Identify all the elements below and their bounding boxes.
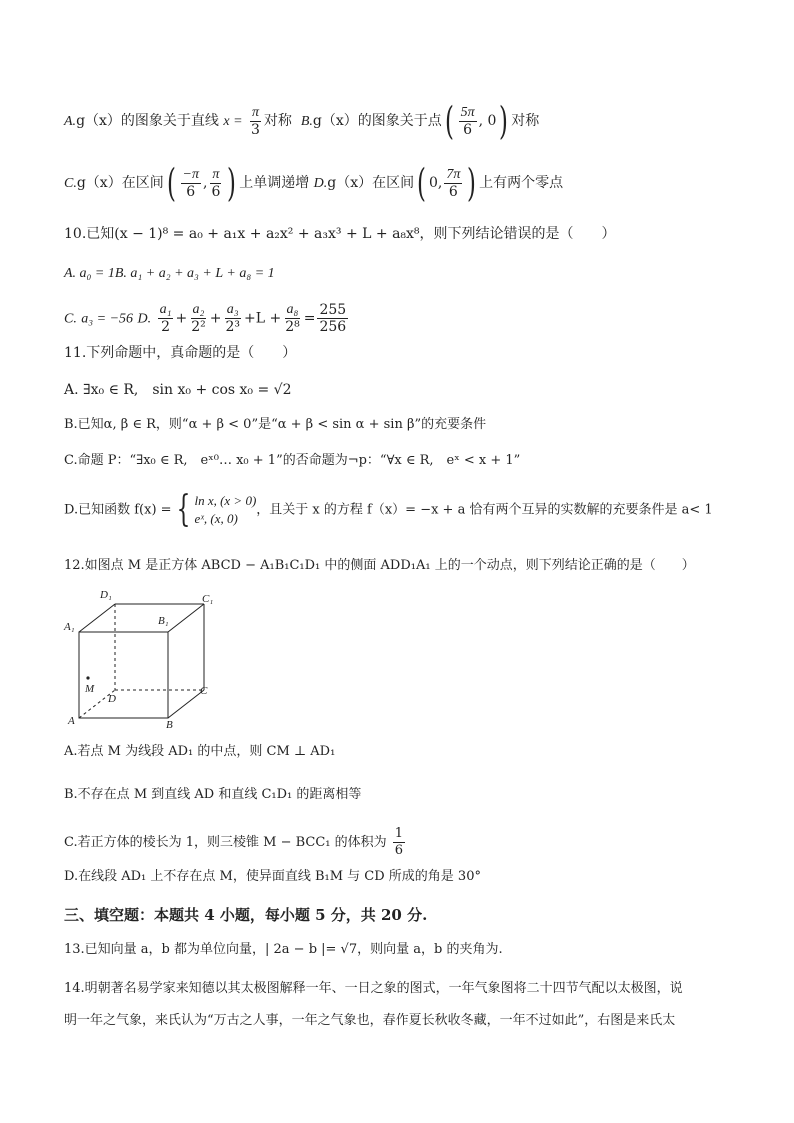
q12-c-text: C.若正方体的棱长为 1，则三棱锥 M − BCC₁ 的体积为: [64, 835, 387, 850]
q10-d-frac-3: $\frac{\text{a₃}}{\text{2³}}$: [225, 302, 240, 335]
left-paren: (: [444, 99, 454, 143]
q9-a-label: A.: [64, 114, 77, 129]
q14-line-1: 14.明朝著名易学家来知德以其太极图解释一年、一日之象的图式，一年气象图将二十四节气配以太极图，说: [64, 981, 683, 996]
q10-c-label: C.: [64, 311, 77, 327]
label-b: B: [166, 719, 173, 731]
q10-d-label: D.: [137, 311, 152, 327]
q11-d-prefix: D.已知函数 f(x) =: [64, 502, 172, 518]
q10-d-mid: +L +: [244, 310, 282, 327]
q10-c-text: a₃ = −56: [81, 311, 134, 327]
label-c: C: [200, 685, 208, 697]
q10-d-eq: =: [303, 310, 316, 327]
left-paren: (: [417, 161, 427, 205]
q13-text: 13.已知向量 a，b 都为单位向量，| 2a − b |= √7，则向量 a，b 的夹角为.: [64, 942, 503, 957]
q9-a-text-2: 对称: [263, 113, 292, 129]
q10-options-cd: C. a₃ = −56 D. $\frac{\text{a₁}}{2}$ + $\frac{\text{a₂}}{\text{2²}}$ + $\frac{\text{a₃}}{\text{2³}}$ +L + $\frac{\text{a₈}}{\text{2⁸}}$ = $\frac{255}{256}$: [64, 302, 347, 335]
q9-c-text-2: 上单调递增: [239, 175, 310, 191]
q10-d-frac-4: $\frac{\text{a₈}}{\text{2⁸}}$: [285, 302, 300, 335]
point-m: [86, 676, 89, 679]
q11-d-suffix: ，且关于 x 的方程 f（x）= −x + a 恰有两个互异的实数解的充要条件是 a< 1: [256, 502, 713, 518]
q9-d-point-first: 0,: [428, 175, 443, 191]
q9-b-text-2: 对称: [511, 113, 540, 129]
section-title: 三、填空题：本题共 4 小题，每小题 5 分，共 20 分.: [64, 906, 428, 924]
q9-a-eq: x =: [223, 114, 243, 129]
right-paren: ): [467, 161, 477, 205]
q10-d-frac-2: $\frac{\text{a₂}}{\text{2²}}$: [191, 302, 206, 335]
q11-option-d: [64, 489, 713, 530]
q11-option-b: B.已知α, β ∈ R，则“α + β < 0”是“α + β < sin α + sin β”的充要条件: [64, 417, 487, 432]
q10-d-frac-5: $\frac{255}{256}$: [319, 302, 347, 335]
label-c1: C₁: [202, 593, 214, 605]
label-d: D: [108, 693, 116, 705]
q12-option-c: [64, 826, 407, 859]
q12-option-a: A.若点 M 为线段 AD₁ 的中点，则 CM ⊥ AD₁: [64, 744, 336, 759]
q9-d-text: g（x）在区间: [327, 175, 415, 191]
q11-stem: 11.下列命题中，真命题的是（ ）: [64, 345, 297, 361]
q9-c-fraction-2: $\frac{\pi}{6}$: [211, 166, 221, 200]
q12-option-b: B.不存在点 M 到直线 AD 和直线 C₁D₁ 的距离相等: [64, 787, 362, 802]
q9-c-fraction-1: $\frac{-\pi}{6}$: [182, 166, 199, 200]
q9-d-label: D.: [313, 176, 328, 191]
left-brace: {: [176, 489, 190, 530]
label-m: M: [85, 683, 95, 695]
q9-d-text-2: 上有两个零点: [479, 175, 564, 191]
q9-b-text: g（x）的图象关于点: [312, 113, 442, 129]
q9-b-point-rest: , 0: [478, 113, 497, 129]
q9-options-cd: C.g（x）在区间( $\frac{-\pi}{6}$ , $\frac{\pi}{6}$ ) 上单调递增 D.g（x）在区间( 0, $\frac{7\pi}{6}$ ) 上有两个零点: [64, 161, 564, 205]
cube-figure: [60, 586, 220, 732]
q9-a-text: g（x）的图象关于直线: [76, 113, 219, 129]
q14-line-2: 明一年之气象，来氏认为“万古之人事，一年之气象也，春作夏长秋收冬藏，一年不过如此”，右图是来氏太: [64, 1013, 676, 1028]
q10-d-frac-1: $\frac{\text{a₁}}{2}$: [159, 302, 172, 335]
q9-c-label: C.: [64, 176, 77, 191]
q12-option-d: D.在线段 AD₁ 上不存在点 M，使异面直线 B₁M 与 CD 所成的角是 30°: [64, 869, 481, 884]
q9-b-label: B.: [300, 114, 313, 129]
label-b1: B₁: [158, 615, 169, 627]
q11-option-a: A. ∃x₀ ∈ R, sin x₀ + cos x₀ = √2: [64, 382, 292, 398]
q12-stem: 12.如图点 M 是正方体 ABCD − A₁B₁C₁D₁ 中的侧面 ADD₁A₁ 上的一个动点，则下列结论正确的是（ ）: [64, 558, 695, 573]
q9-a-fraction: $\frac{\pi}{3}$: [251, 104, 260, 138]
q9-d-fraction: $\frac{7\pi}{6}$: [446, 166, 461, 200]
left-paren: (: [166, 161, 176, 205]
label-d1: D₁: [100, 589, 112, 601]
q9-c-text: g（x）在区间: [76, 175, 164, 191]
q12-c-fraction: $\frac{1}{6}$: [394, 826, 404, 858]
q9-options-ab: [64, 99, 540, 143]
q11-d-cases: ln x, (x > 0) eˣ, (x, 0): [194, 493, 257, 526]
label-a1: A₁: [64, 621, 75, 633]
q10-stem: 10.已知(x − 1)⁸ = a₀ + a₁x + a₂x² + a₃x³ + L + a₈x⁸，则下列结论错误的是（ ）: [64, 226, 616, 242]
q9-b-fraction: $\frac{5\pi}{6}$: [460, 104, 475, 138]
q11-option-c: C.命题 P：“∃x₀ ∈ R, eˣ⁰… x₀ + 1”的否命题为¬p：“∀x ∈ R, eˣ < x + 1”: [64, 453, 521, 468]
right-paren: ): [227, 161, 237, 205]
q10-options-ab: A. a₀ = 1B. a₁ + a₂ + a₃ + L + a₈ = 1: [64, 266, 275, 281]
label-a: A: [68, 715, 75, 727]
right-paren: ): [499, 99, 509, 143]
